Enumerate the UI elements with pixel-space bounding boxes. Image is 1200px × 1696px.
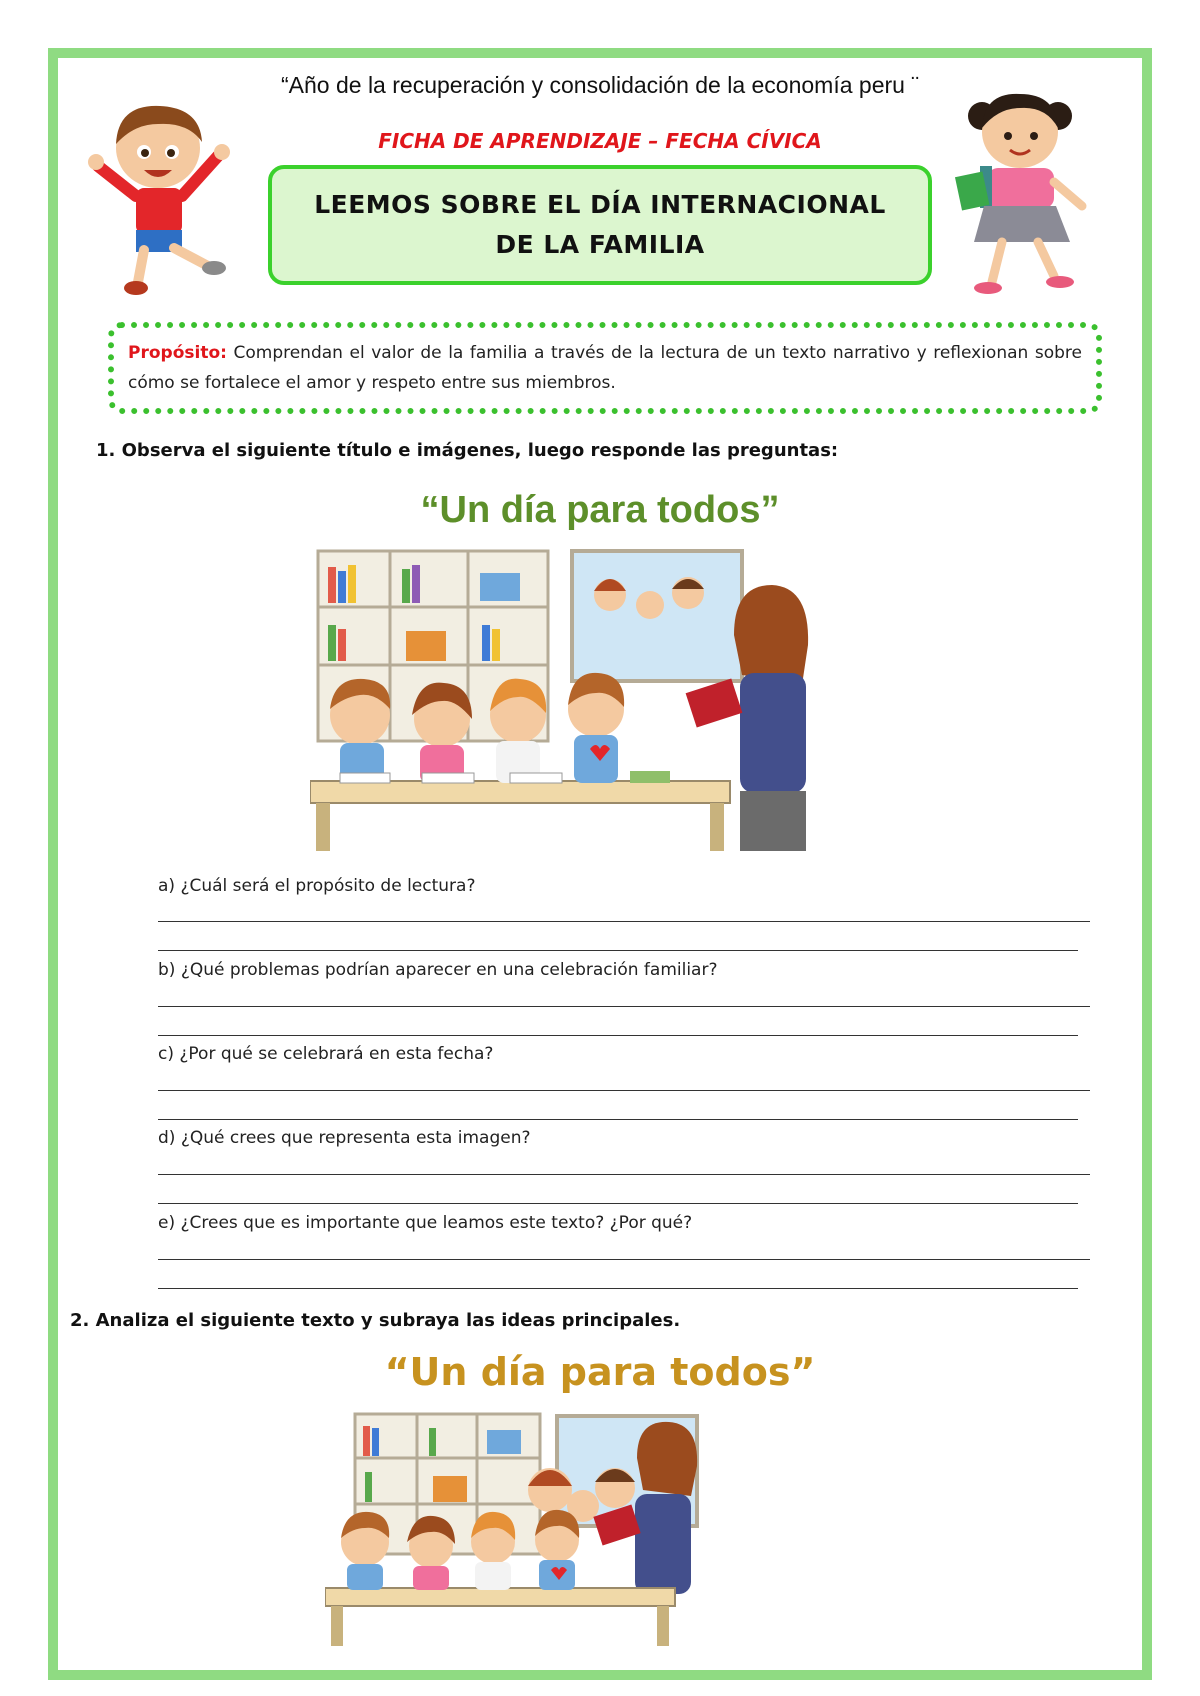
answer-line-c1[interactable] [158, 1090, 1090, 1091]
title-box [268, 165, 932, 285]
answer-line-a1[interactable] [158, 921, 1090, 922]
section-2-instruction: 2. Analiza el siguiente texto y subraya las ideas principales. [70, 1310, 681, 1331]
year-motto: “Año de la recuperación y consolidación de la economía peru ¨ [281, 72, 919, 98]
purpose-label: Propósito: [128, 343, 227, 363]
classroom-illustration-1 [310, 545, 830, 855]
answer-line-c2[interactable] [158, 1119, 1078, 1120]
answer-line-b2[interactable] [158, 1035, 1078, 1036]
purpose-text: Comprendan el valor de la familia a través de la lectura de un texto narrativo y reflexionan sobre cómo se fortalece el amor y respeto entre sus miembros. [128, 343, 1082, 393]
answer-line-e2[interactable] [158, 1288, 1078, 1289]
title-line-2: DE LA FAMILIA [495, 230, 705, 259]
worksheet-type-label: FICHA DE APRENDIZAJE – FECHA CÍVICA [378, 129, 822, 153]
section-1-instruction: 1. Observa el siguiente título e imágenes, luego responde las preguntas: [96, 440, 839, 461]
title-line-1: LEEMOS SOBRE EL DÍA INTERNACIONAL [314, 190, 886, 219]
illustration-2-title: “Un día para todos” [384, 1350, 816, 1394]
question-e: e) ¿Crees que es importante que leamos este texto? ¿Por qué? [158, 1213, 693, 1233]
answer-line-a2[interactable] [158, 950, 1078, 951]
girl-illustration [950, 82, 1120, 302]
question-d: d) ¿Qué crees que representa esta imagen? [158, 1128, 531, 1148]
answer-line-d2[interactable] [158, 1203, 1078, 1204]
question-b: b) ¿Qué problemas podrían aparecer en una celebración familiar? [158, 960, 718, 980]
purpose-box [108, 322, 1102, 414]
question-a: a) ¿Cuál será el propósito de lectura? [158, 876, 476, 896]
illustration-1-title: “Un día para todos” [420, 489, 780, 531]
answer-line-d1[interactable] [158, 1174, 1090, 1175]
boy-illustration [78, 96, 238, 301]
question-c: c) ¿Por qué se celebrará en esta fecha? [158, 1044, 494, 1064]
classroom-illustration-2 [325, 1410, 765, 1650]
answer-line-b1[interactable] [158, 1006, 1090, 1007]
answer-line-e1[interactable] [158, 1259, 1090, 1260]
